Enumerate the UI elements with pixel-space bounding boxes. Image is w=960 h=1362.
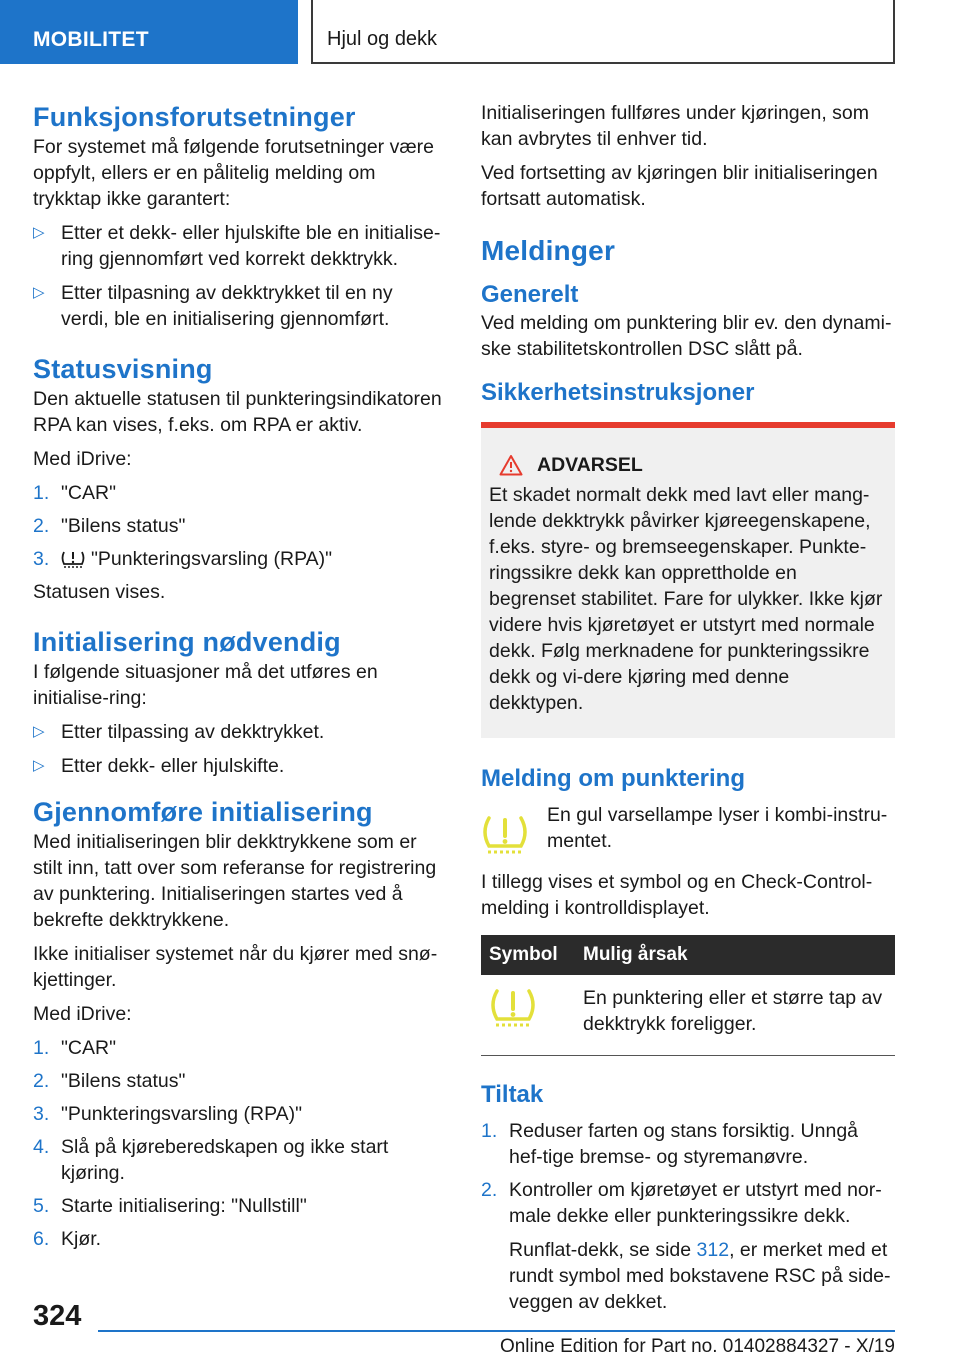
gjennom-note: Ikke initialiser systemet når du kjører med snø-kjettinger. xyxy=(33,943,438,991)
list-item: 5. Starte initialisering: "Nullstill" xyxy=(33,1195,307,1217)
list-item-text: "CAR" xyxy=(61,482,117,504)
status-text: Den aktuelle statusen til punkteringsindikatoren RPA kan vises, f.eks. om RPA er aktiv. xyxy=(33,388,442,436)
list-item: 1. "CAR" xyxy=(33,1037,117,1059)
table-header-cause: Mulig årsak xyxy=(575,935,895,975)
right-column xyxy=(481,100,895,1322)
triangle-bullet-icon: ▷ xyxy=(33,284,45,301)
list-item-text: Slå på kjøreberedskapen og ikke start kjøring. xyxy=(61,1136,389,1184)
footer-divider xyxy=(98,1330,895,1332)
list-item xyxy=(33,220,445,272)
warning-title xyxy=(499,452,885,478)
warning-title-text: ADVARSEL xyxy=(537,454,643,476)
runflat-note xyxy=(509,1237,895,1315)
list-item-text: Etter dekk- eller hjulskifte. xyxy=(61,755,285,777)
list-item-text: Kontroller om kjøretøyet er utstyrt med nor-male dekke eller punkteringssikre dekk. xyxy=(509,1179,882,1227)
list-item: 2. Kontroller om kjøretøyet er utstyrt med nor-male dekke eller punkteringssikre dekk. Runflat-dekk, se side 312, er merket med et rundt symbol med bokstavene RSC på side-veggen av dekket. xyxy=(481,1177,895,1315)
page-number: 324 xyxy=(33,1300,82,1332)
table-row xyxy=(481,975,895,1056)
list-item-text: "Bilens status" xyxy=(61,1070,186,1092)
status-idrive: Med iDrive: xyxy=(33,448,132,470)
punktering-text2: I tillegg vises et symbol og en Check-Control-melding i kontrolldisplayet. xyxy=(481,871,873,919)
list-item-text: Starte initialisering: "Nullstill" xyxy=(61,1195,307,1217)
heading-meldinger: Meldinger xyxy=(481,235,616,266)
table-header-row xyxy=(481,935,895,975)
tire-pressure-small-icon xyxy=(61,548,85,568)
list-item xyxy=(33,719,445,745)
list-item-text: "CAR" xyxy=(61,1037,117,1059)
list-item: 1. "CAR" xyxy=(33,482,117,504)
heading-generelt: Generelt xyxy=(481,281,579,308)
list-item-text: Reduser farten og stans forsiktig. Unngå hef-tige bremse- og styremanøvre. xyxy=(509,1120,859,1168)
funks-list xyxy=(33,220,445,332)
gjennom-steps xyxy=(33,1035,445,1252)
tire-pressure-warning-icon xyxy=(481,812,529,856)
triangle-bullet-icon: ▷ xyxy=(33,723,45,740)
list-item: 1. Reduser farten og stans forsiktig. Unngå hef-tige bremse- og styremanøvre. xyxy=(481,1120,859,1168)
header-chapter xyxy=(311,0,895,64)
list-item: 3. "Punkteringsvarsling (RPA)" xyxy=(33,1103,303,1125)
tiltak-list xyxy=(481,1118,895,1315)
heading-tiltak: Tiltak xyxy=(481,1081,544,1108)
generelt-text: Ved melding om punktering blir ev. den dynami-ske stabilitetskontrollen DSC slått på. xyxy=(481,312,892,360)
init-list xyxy=(33,719,445,779)
init-continue-text: Ved fortsetting av kjøringen blir initialiseringen fortsatt automatisk. xyxy=(481,162,878,210)
heading-statusvisning: Statusvisning xyxy=(33,354,213,384)
heading-melding-punktering: Melding om punktering xyxy=(481,765,745,792)
warning-text: Et skadet normalt dekk med lavt eller mang-lende dekktrykk påvirker kjøreegenskapene, f.eks. styre- og bremseegenskaper. Punkte-ringssikre dekk kan opprettholde en begrenset stabilitet. Fare for ulykker. Ikke kjør videre hvis kjøretøyet er utstyrt med normale dekk. Følg merknadene for punkteringssikre dekk og vi-dere kjøring med denne dekktypen. xyxy=(489,484,883,714)
left-column xyxy=(33,100,445,1259)
list-item-text: "Bilens status" xyxy=(61,515,186,537)
table-cell-cause: En punktering eller et større tap av dekktrykk foreligger. xyxy=(575,975,895,1056)
warning-box xyxy=(481,422,895,738)
list-item: 2. "Bilens status" xyxy=(33,1070,186,1092)
funks-text: For systemet må følgende forutsetninger være oppfylt, ellers er en pålitelig melding om trykktap ikke garantert: xyxy=(33,136,434,210)
init-done-text: Initialiseringen fullføres under kjøringen, som kan avbrytes til enhver tid. xyxy=(481,102,870,150)
symbol-table xyxy=(481,935,895,1056)
list-item: 4. Slå på kjøreberedskapen og ikke start kjøring. xyxy=(33,1136,389,1184)
header-section xyxy=(0,0,298,64)
table-cell-symbol xyxy=(481,975,575,1056)
status-steps xyxy=(33,480,445,572)
heading-funksjonsforutsetninger: Funksjonsforutsetninger xyxy=(33,102,356,132)
list-item: 3. "Punkteringsvarsling (RPA)" xyxy=(33,548,333,570)
list-item-text: Etter et dekk- eller hjulskifte ble en initialise-ring gjennomført ved korrekt dekktrykk. xyxy=(61,222,441,270)
heading-gjennomfore: Gjennomføre initialisering xyxy=(33,797,373,827)
footer-edition: Online Edition for Part no. 01402884327 - X/19 xyxy=(499,1336,895,1357)
list-item: 2. "Bilens status" xyxy=(33,515,186,537)
tpms-icon-wrapper xyxy=(481,802,547,861)
page-link-312[interactable]: 312 xyxy=(696,1239,730,1261)
tire-pressure-warning-icon xyxy=(489,985,537,1029)
header-section-label: MOBILITET xyxy=(33,28,149,51)
punktering-icon-row xyxy=(481,802,895,861)
list-item xyxy=(33,753,445,779)
list-item xyxy=(33,280,445,332)
table-header-symbol: Symbol xyxy=(481,935,575,975)
triangle-bullet-icon: ▷ xyxy=(33,757,45,774)
heading-initialisering: Initialisering nødvendig xyxy=(33,627,341,657)
list-item: 6. Kjør. xyxy=(33,1228,102,1250)
status-result: Statusen vises. xyxy=(33,581,166,603)
list-item-text: Etter tilpasning av dekktrykket til en ny verdi, ble en initialisering gjennomført. xyxy=(61,282,393,330)
init-text: I følgende situasjoner må det utføres en initialise-ring: xyxy=(33,661,378,709)
gjennom-idrive: Med iDrive: xyxy=(33,1003,132,1025)
warning-triangle-icon xyxy=(499,454,523,476)
list-item-text: Kjør. xyxy=(61,1228,102,1250)
punktering-text: En gul varsellampe lyser i kombi-instru-mentet. xyxy=(547,804,888,852)
runflat-post: , er merket med et rundt symbol med bokstavene RSC på side-veggen av dekket. xyxy=(509,1239,891,1313)
heading-sikkerhet: Sikkerhetsinstruksjoner xyxy=(481,379,755,406)
list-item-text: "Punkteringsvarsling (RPA)" xyxy=(91,548,333,570)
gjennom-text: Med initialiseringen blir dekktrykkene som er stilt inn, tatt over som referanse for registrering av punktering. Initialiseringen startes ved å bekrefte dekktrykkene. xyxy=(33,831,437,931)
runflat-pre: Runflat-dekk, se side xyxy=(509,1239,692,1261)
header-chapter-label: Hjul og dekk xyxy=(327,28,438,50)
list-item-text: Etter tilpassing av dekktrykket. xyxy=(61,721,325,743)
triangle-bullet-icon: ▷ xyxy=(33,224,45,241)
list-item-text: "Punkteringsvarsling (RPA)" xyxy=(61,1103,303,1125)
